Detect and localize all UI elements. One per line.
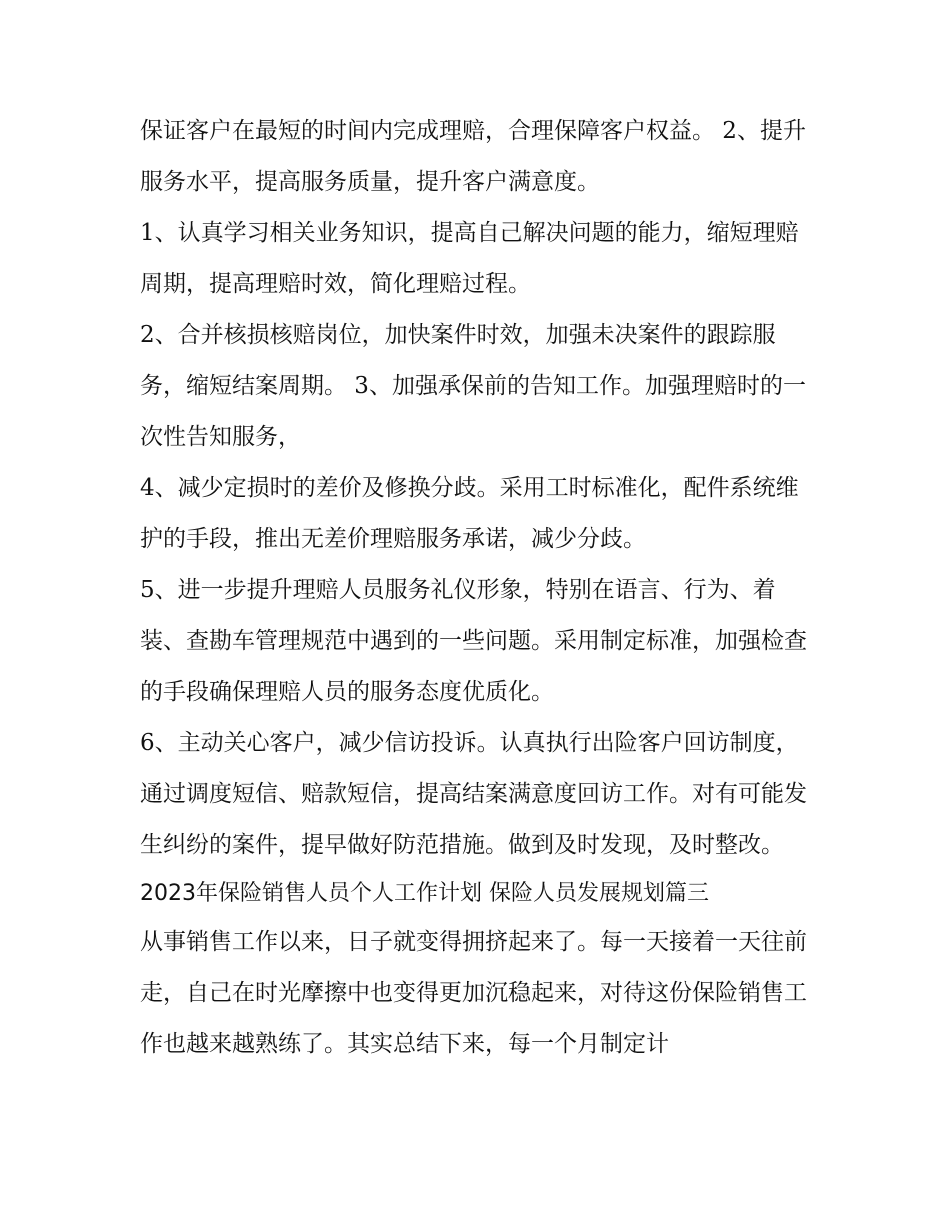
paragraph-4: 4、减少定损时的差价及修换分歧。采用工时标准化，配件系统维护的手段，推出无差价理赔服务承诺，减少分歧。 [140,475,799,552]
paragraph-1: 保证客户在最短的时间内完成理赔，合理保障客户权益。 2、提升服务水平，提高服务质量，提升客户满意度。 [140,118,806,195]
paragraph-2: 1、认真学习相关业务知识，提高自己解决问题的能力，缩短理赔周期，提高理赔时效，简化理赔过程。 [140,220,799,297]
paragraph-7: 从事销售工作以来，日子就变得拥挤起来了。每一天接着一天往前走，自己在时光摩擦中也变得更加沉稳起来，对待这份保险销售工作也越来越熟练了。其实总结下来，每一个月制定计 [140,929,807,1057]
document-body [140,106,820,1070]
section-heading: 2023年保险销售人员个人工作计划 保险人员发展规划篇三 [140,881,709,906]
paragraph-3: 2、合并核损核赔岗位，加快案件时效，加强未决案件的跟踪服务，缩短结案周期。 3、加强承保前的告知工作。加强理赔时的一次性告知服务， [140,322,806,450]
paragraph-6: 6、主动关心客户，减少信访投诉。认真执行出险客户回访制度，通过调度短信、赔款短信，提高结案满意度回访工作。对有可能发生纠纷的案件，提早做好防范措施。做到及时发现，及时整改。 [140,730,807,858]
paragraph-5: 5、进一步提升理赔人员服务礼仪形象，特别在语言、行为、着装、查勘车管理规范中遇到的一些问题。采用制定标准，加强检查的手段确保理赔人员的服务态度优质化。 [140,577,807,705]
